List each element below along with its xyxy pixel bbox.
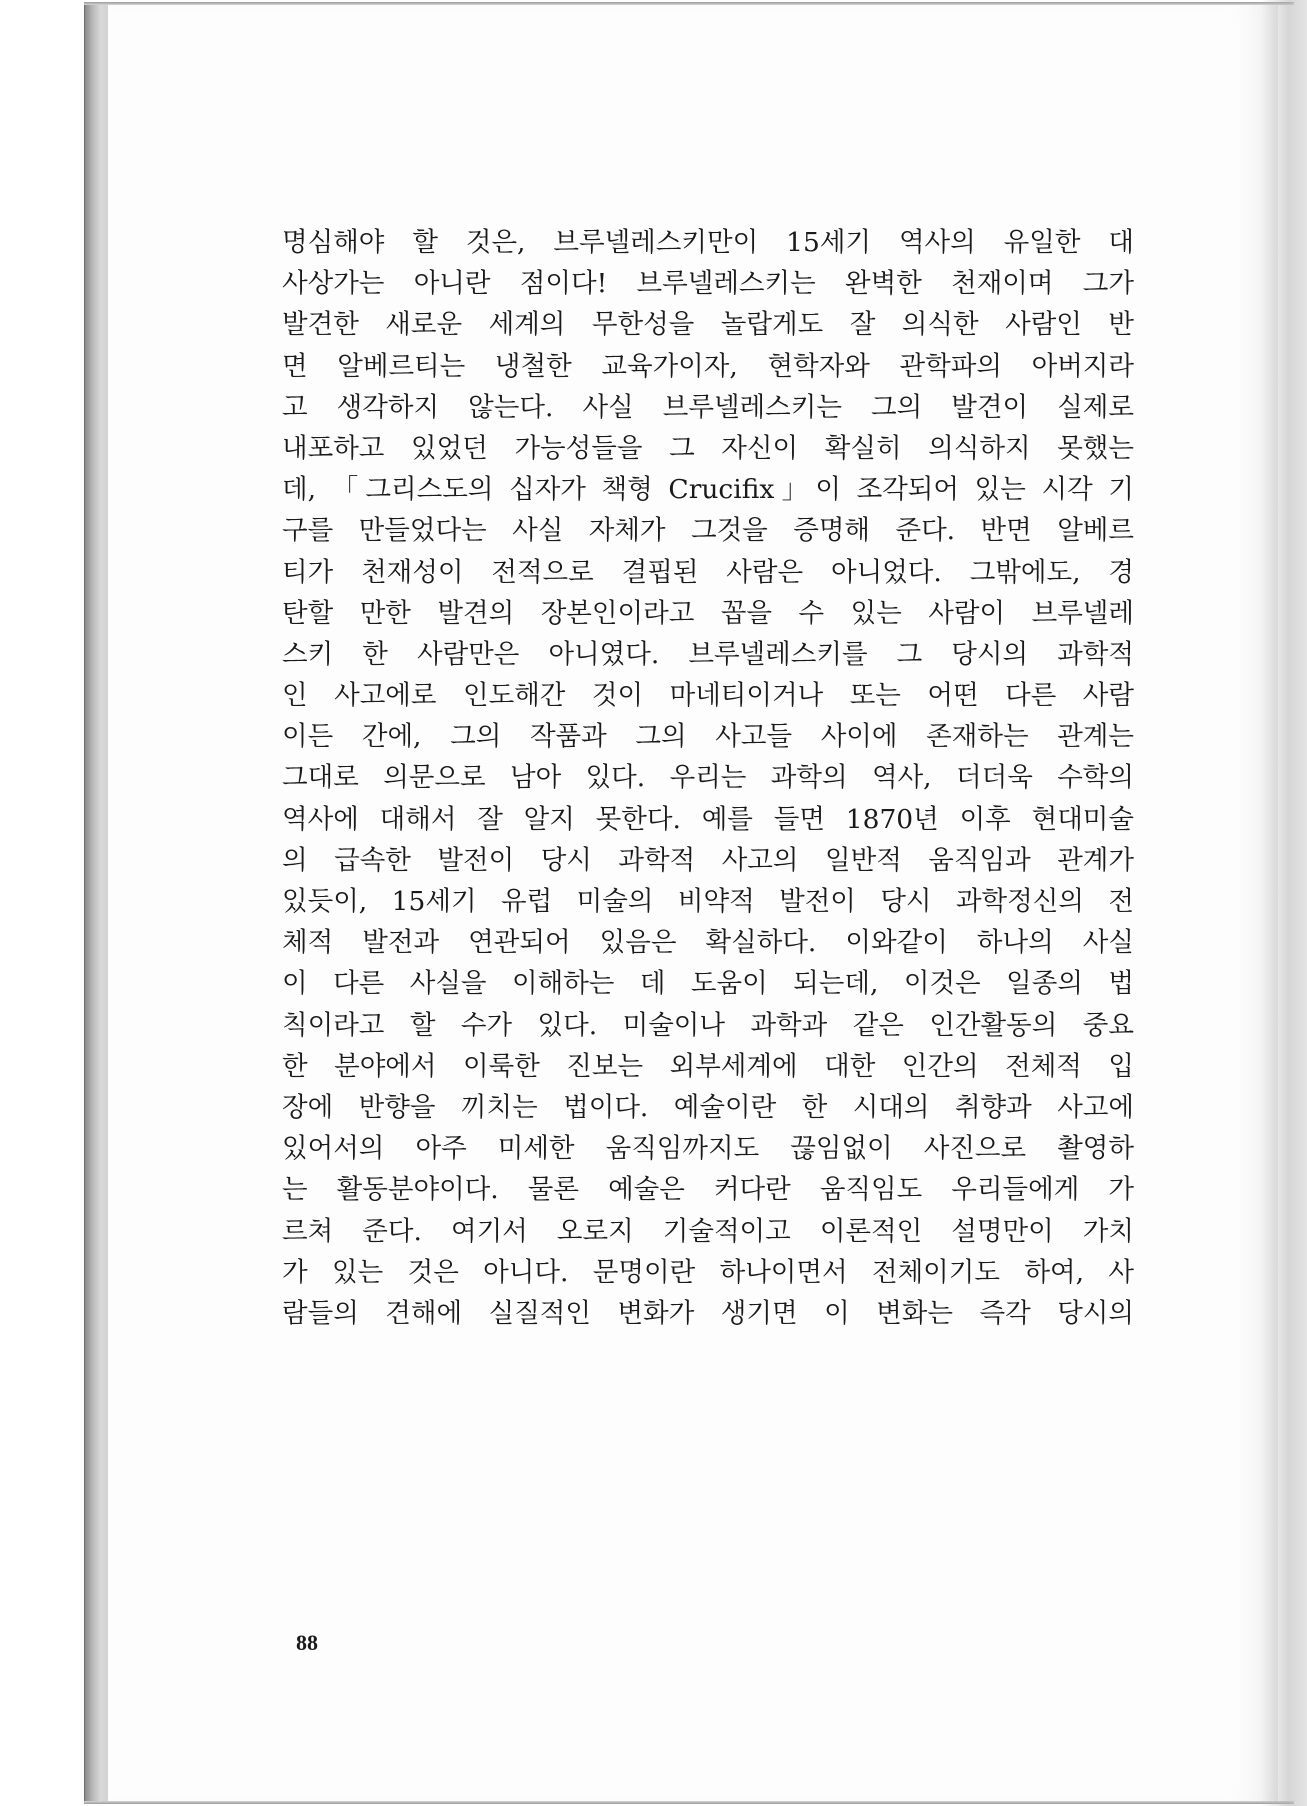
text-line: 티가 천재성이 전적으로 결핍된 사람은 아니었다. 그밖에도, 경 (282, 556, 1134, 588)
text-line: 람들의 견해에 실질적인 변화가 생기면 이 변화는 즉각 당시의 (282, 1297, 1134, 1329)
page-number: 88 (296, 1630, 318, 1655)
text-line: 데, 「그리스도의 십자가 책형 Crucifix」이 조각되어 있는 시각 기 (282, 474, 1134, 506)
text-line: 이 다른 사실을 이해하는 데 도움이 되는데, 이것은 일종의 법 (282, 968, 1134, 1000)
text-line: 발견한 새로운 세계의 무한성을 놀랍게도 잘 의식한 사람인 반 (282, 309, 1134, 341)
book-spine-edge (84, 4, 111, 1802)
text-line: 의 급속한 발전이 당시 과학적 사고의 일반적 움직임과 관계가 (282, 844, 1134, 876)
text-line: 내포하고 있었던 가능성들을 그 자신이 확실히 의식하지 못했는 (282, 432, 1134, 464)
text-line: 가 있는 것은 아니다. 문명이란 하나이면서 전체이기도 하여, 사 (282, 1256, 1134, 1288)
text-line: 는 활동분야이다. 물론 예술은 커다란 움직임도 우리들에게 가 (282, 1174, 1134, 1206)
text-line: 장에 반향을 끼치는 법이다. 예술이란 한 시대의 취향과 사고에 (282, 1091, 1134, 1123)
text-line: 그대로 의문으로 남아 있다. 우리는 과학의 역사, 더더욱 수학의 (282, 762, 1134, 794)
text-line: 스키 한 사람만은 아니였다. 브루넬레스키를 그 당시의 과학적 (282, 638, 1134, 670)
body-text (282, 222, 1134, 1334)
text-line: 인 사고에로 인도해간 것이 마네티이거나 또는 어떤 다른 사람 (282, 680, 1134, 712)
text-line: 면 알베르티는 냉철한 교육가이자, 현학자와 관학파의 아버지라 (282, 350, 1134, 382)
text-line: 있듯이, 15세기 유럽 미술의 비약적 발전이 당시 과학정신의 전 (282, 886, 1134, 917)
text-line: 르쳐 준다. 여기서 오로지 기술적이고 이론적인 설명만이 가치 (282, 1215, 1134, 1247)
text-line: 구를 만들었다는 사실 자체가 그것을 증명해 준다. 반면 알베르 (282, 515, 1134, 547)
text-line: 고 생각하지 않는다. 사실 브루넬레스키는 그의 발견이 실제로 (282, 391, 1134, 423)
text-line: 이든 간에, 그의 작품과 그의 사고들 사이에 존재하는 관계는 (282, 721, 1134, 753)
text-line: 체적 발전과 연관되어 있음은 확실하다. 이와같이 하나의 사실 (282, 927, 1134, 959)
book-bottom-edge (84, 1801, 1294, 1804)
text-line: 칙이라고 할 수가 있다. 미술이나 과학과 같은 인간활동의 중요 (282, 1009, 1134, 1041)
text-line: 있어서의 아주 미세한 움직임까지도 끊임없이 사진으로 촬영하 (282, 1133, 1134, 1165)
text-line: 탄할 만한 발견의 장본인이라고 꼽을 수 있는 사람이 브루넬레 (282, 597, 1134, 629)
text-line: 명심해야 할 것은, 브루넬레스키만이 15세기 역사의 유일한 대 (282, 227, 1134, 258)
page-curl-shadow (1261, 0, 1307, 1806)
text-line: 역사에 대해서 잘 알지 못한다. 예를 들면 1870년 이후 현대미술 (282, 803, 1134, 835)
text-line: 사상가는 아니란 점이다! 브루넬레스키는 완벽한 천재이며 그가 (282, 268, 1134, 300)
text-line: 한 분야에서 이룩한 진보는 외부세계에 대한 인간의 전체적 입 (282, 1050, 1134, 1082)
